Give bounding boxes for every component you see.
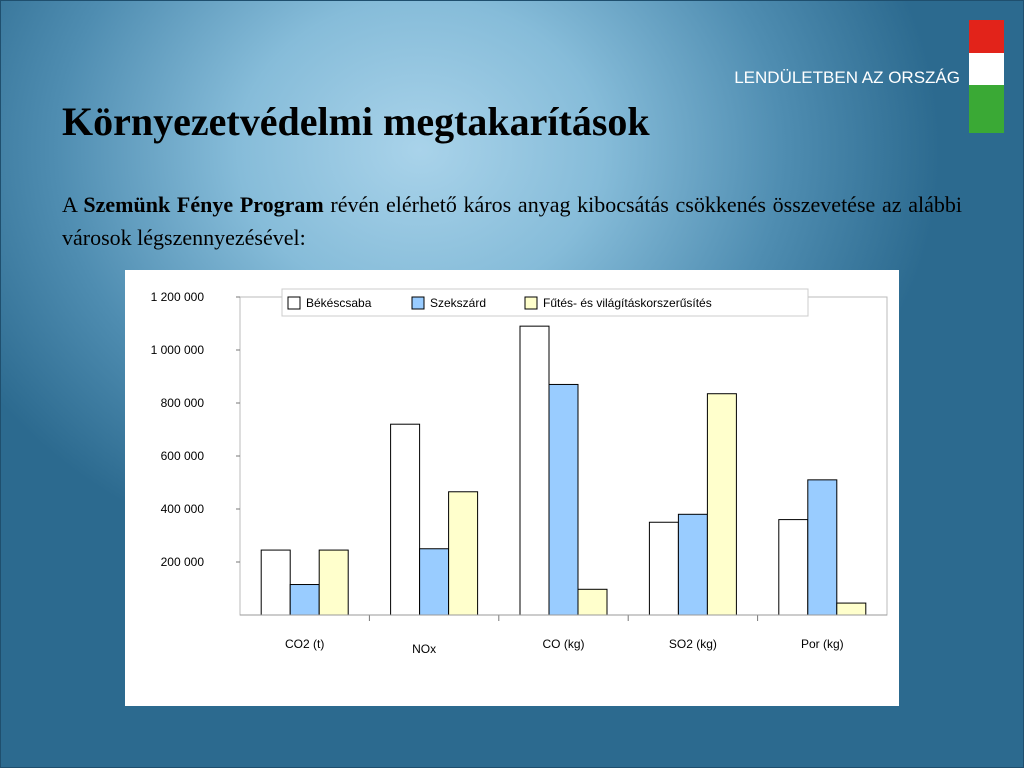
y-tick-label: 1 200 000 <box>150 290 204 304</box>
intro-suffix: révén elérhető káros anyag kibocsátás csökkenés összevetése az alábbi városok légszennyezésével: <box>62 192 962 250</box>
y-tick-label: 1 000 000 <box>150 343 204 357</box>
bar <box>449 492 478 615</box>
legend-swatch <box>288 297 300 309</box>
legend-swatch <box>412 297 424 309</box>
x-tick-label: NOx <box>412 642 437 656</box>
y-tick-label: 200 000 <box>160 555 204 569</box>
tagline: LENDÜLETBEN AZ ORSZÁG <box>734 68 960 87</box>
flag-white-stripe <box>969 53 1004 85</box>
bar <box>261 550 290 615</box>
hungarian-flag <box>969 20 1004 133</box>
y-tick-label: 800 000 <box>160 396 204 410</box>
chart-panel <box>125 270 899 706</box>
legend-swatch <box>525 297 537 309</box>
x-tick-label: SO2 (kg) <box>668 637 717 651</box>
bar <box>319 550 348 615</box>
x-tick-label: CO (kg) <box>542 637 585 651</box>
bar <box>290 585 319 615</box>
y-tick-label: 600 000 <box>160 449 204 463</box>
flag-green-stripe <box>969 85 1004 133</box>
legend-label: Szekszárd <box>430 296 487 310</box>
bar <box>707 394 736 615</box>
y-tick-label: 400 000 <box>160 502 204 516</box>
bar <box>391 424 420 615</box>
bar-chart <box>125 270 899 706</box>
bar <box>520 326 549 615</box>
program-name: Szemünk Fénye Program <box>83 192 324 217</box>
bar <box>808 480 837 615</box>
bar <box>649 522 678 615</box>
intro-text <box>62 188 962 254</box>
x-tick-label: Por (kg) <box>800 637 844 651</box>
legend-label: Fűtés- és világításkorszerűsítés <box>543 296 712 310</box>
page-title: Környezetvédelmi megtakarítások <box>62 99 650 144</box>
bar <box>678 514 707 615</box>
legend-label: Békéscsaba <box>306 296 372 310</box>
bar <box>420 549 449 615</box>
intro-prefix: A <box>62 192 84 217</box>
bar <box>578 589 607 615</box>
x-tick-label: CO2 (t) <box>285 637 325 651</box>
bar <box>549 384 578 615</box>
bar <box>779 520 808 615</box>
bar <box>837 603 866 615</box>
flag-red-stripe <box>969 20 1004 53</box>
